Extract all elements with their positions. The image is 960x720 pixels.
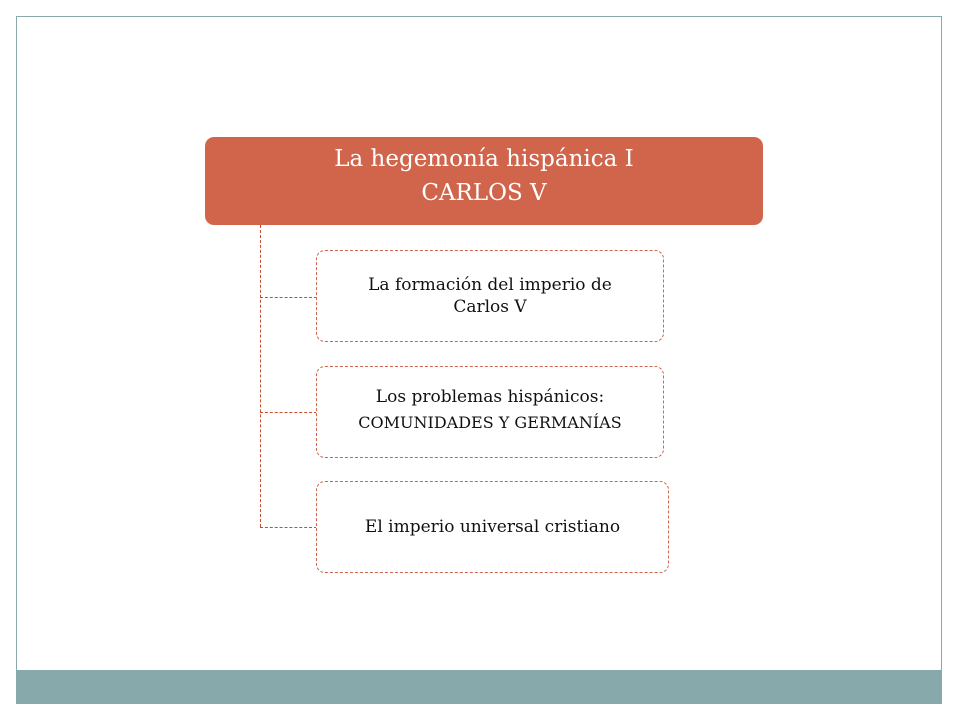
root-subtitle: CARLOS V <box>421 180 547 206</box>
child-node-text: El imperio universal cristiano <box>364 517 621 537</box>
connector-child-3 <box>260 527 317 528</box>
child-node-text: La formación del imperio de <box>368 275 612 295</box>
child-node-formacion <box>316 250 664 342</box>
root-title: La hegemonía hispánica I <box>334 146 634 172</box>
root-node <box>205 137 763 225</box>
child-node-text: Los problemas hispánicos: <box>375 387 605 407</box>
connector-child-2 <box>260 412 317 413</box>
footer-bar <box>16 670 942 704</box>
connector-child-1 <box>260 297 317 298</box>
child-node-text: Carlos V <box>453 297 527 317</box>
slide-frame <box>16 16 942 704</box>
child-node-text: COMUNIDADES Y GERMANÍAS <box>358 413 622 432</box>
child-node-problemas <box>316 366 664 458</box>
child-node-imperio-universal <box>316 481 669 573</box>
connector-vertical <box>260 225 261 527</box>
